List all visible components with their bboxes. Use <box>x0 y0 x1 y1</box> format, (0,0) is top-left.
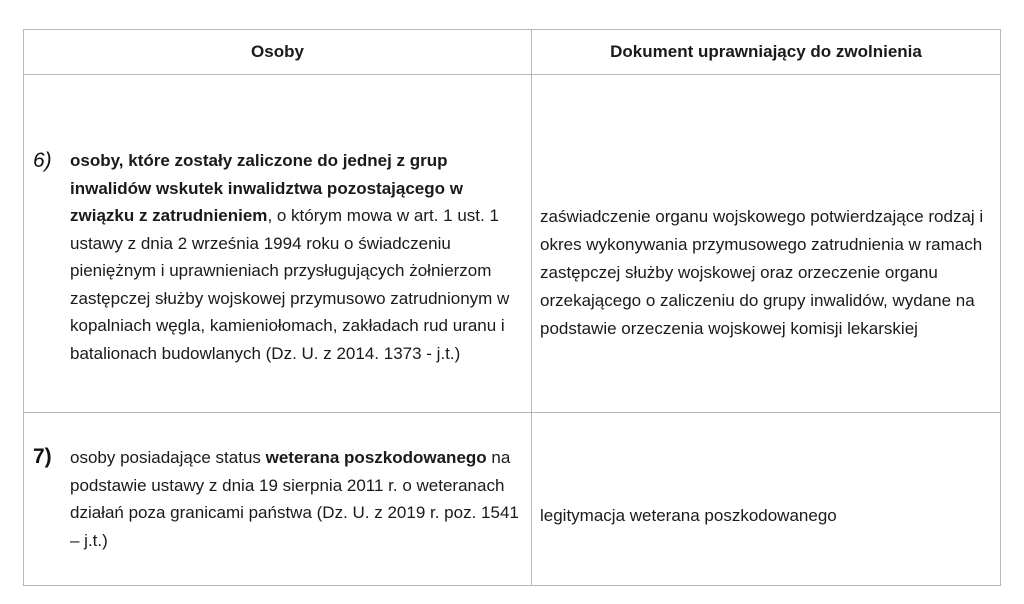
persons-regular-text: , o którym mowa w art. 1 ust. 1 ustawy z dnia 2 września 1994 roku o świadczeniu pieniężnym i uprawnieniach przysługujących żołnierzom zastępczej służby wojskowej przymusowo zatrudnionym w kopalniach węgla, kamieniołomach, zakładach rud uranu i batalionach budowlanych (Dz. U. z 2014. 1373 - j.t.) <box>70 206 510 363</box>
item-number: 6) <box>33 149 52 172</box>
document-cell <box>532 75 1001 413</box>
persons-description <box>70 444 525 554</box>
table-row <box>24 413 1001 586</box>
persons-intro-text: osoby posiadające status <box>70 448 266 467</box>
persons-bold-text: osoby, które zostały zaliczone do jednej z grup inwalidów wskutek inwalidztwa pozostającego w związku z zatrudnieniem <box>70 151 463 225</box>
table-header-row <box>24 30 1001 75</box>
persons-description <box>70 147 525 367</box>
header-document: Dokument uprawniający do zwolnienia <box>532 30 1001 75</box>
document-description: zaświadczenie organu wojskowego potwierdzające rodzaj i okres wykonywania przymusowego zatrudnienia w ramach zastępczej służby wojskowej oraz orzeczenie organu orzekającego o zaliczeniu do grupy inwalidów, wydane na podstawie orzeczenia wojskowej komisji lekarskiej <box>540 207 984 338</box>
persons-regular-text: na podstawie ustawy z dnia 19 sierpnia 2011 r. o weteranach działań poza granicami państwa (Dz. U. z 2019 r. poz. 1541 – j.t.) <box>70 448 519 550</box>
document-description: legitymacja weterana poszkodowanego <box>540 506 837 525</box>
exemption-documents-table <box>23 29 1001 586</box>
document-cell <box>532 413 1001 586</box>
persons-cell <box>24 413 532 586</box>
persons-cell <box>24 75 532 413</box>
item-number: 7) <box>33 445 52 468</box>
header-persons: Osoby <box>24 30 532 75</box>
table-row <box>24 75 1001 413</box>
persons-bold-text: weterana poszkodowanego <box>265 448 487 467</box>
